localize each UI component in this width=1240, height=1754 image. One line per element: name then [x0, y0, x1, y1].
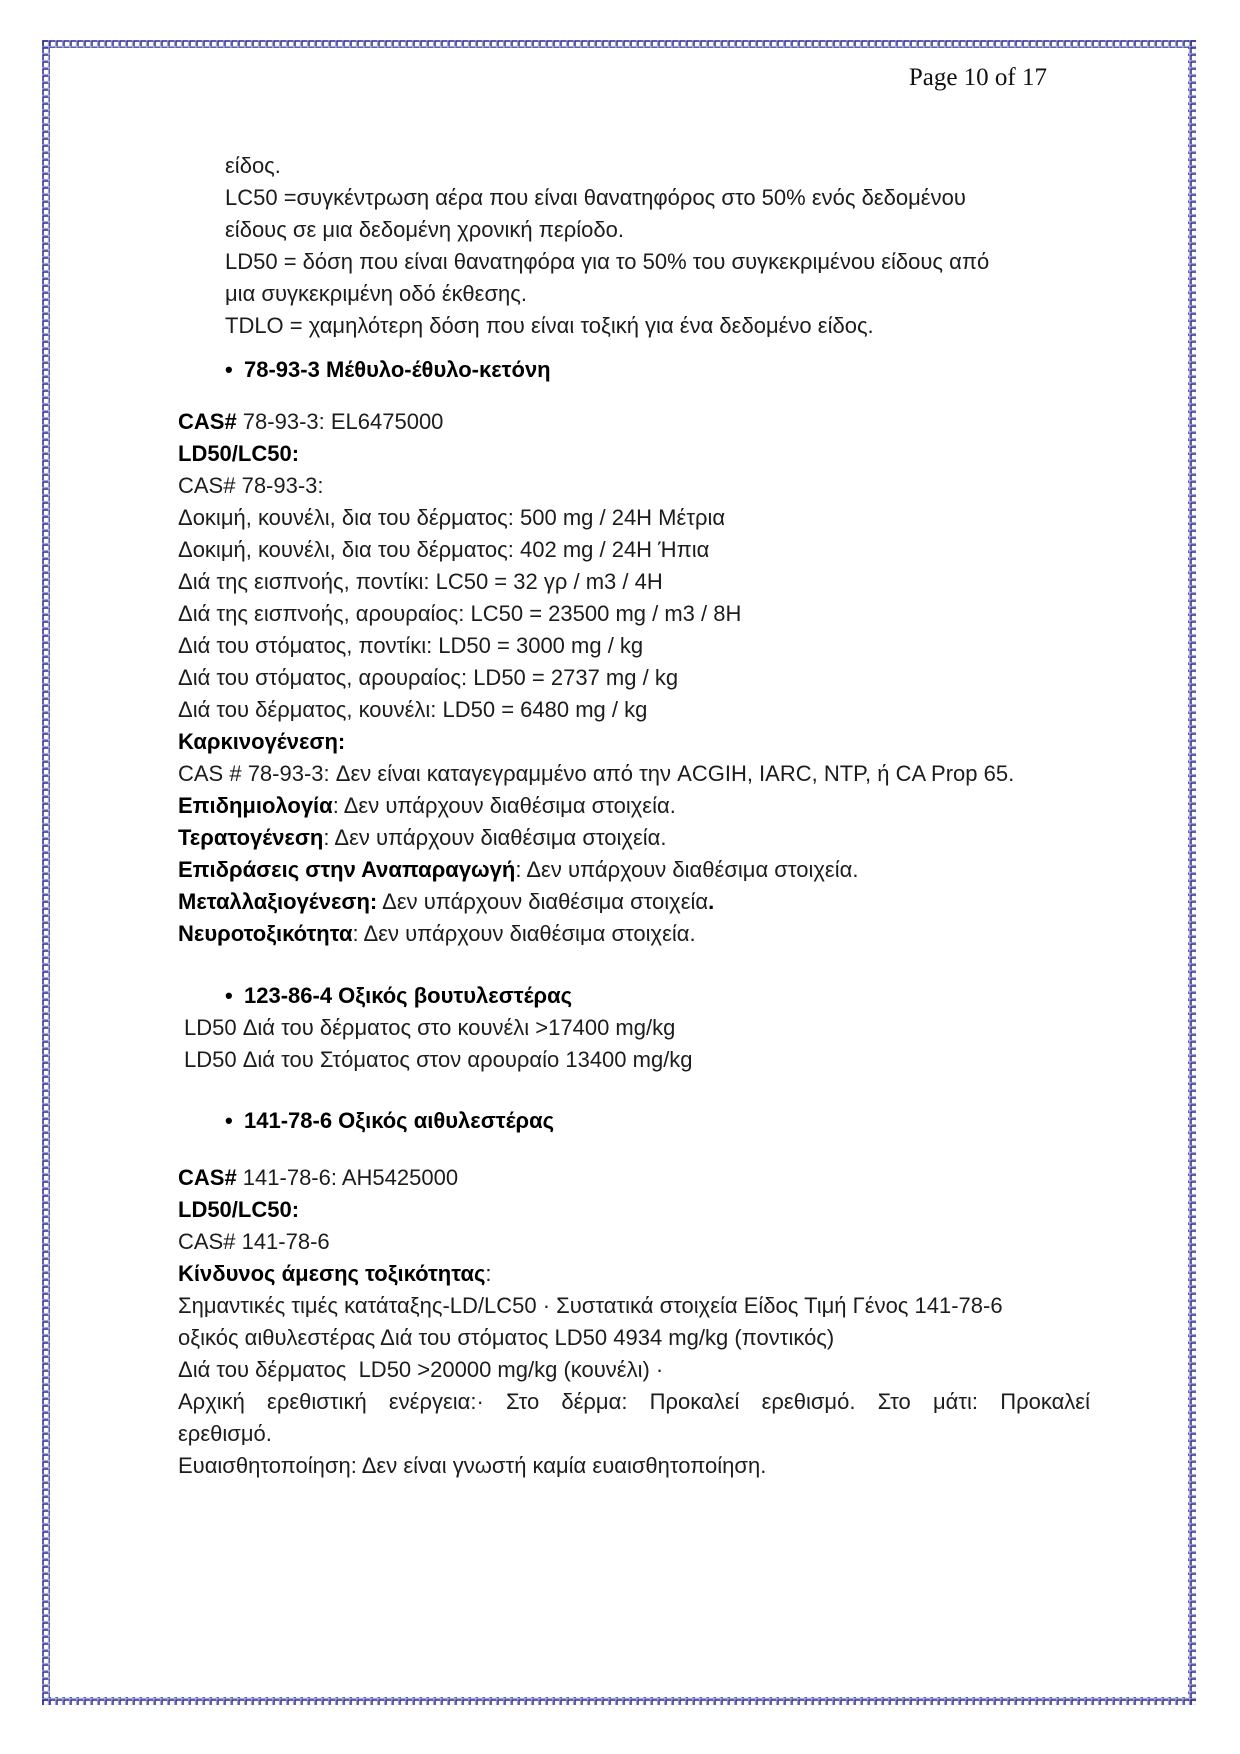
- section-heading-methyl-ethyl-ketone: [225, 354, 1090, 386]
- epidemiology-label: Επιδημιολογία: [178, 793, 333, 818]
- reproductive-effects-label: Επιδράσεις στην Αναπαραγωγή: [178, 857, 516, 882]
- mek-toxicity-details: [178, 406, 1090, 950]
- bullet-icon: •: [225, 1108, 233, 1133]
- tox-data-line: Διά του δέρματος, κουνέλι: LD50 = 6480 mg / kg: [178, 697, 648, 722]
- cas-number-line: [178, 406, 1090, 438]
- mutagenesis-line: [178, 886, 1090, 918]
- ld50-lc50-heading: LD50/LC50:: [178, 1197, 300, 1222]
- cas-label: CAS#: [178, 409, 237, 434]
- tox-data-line: Διά της εισπνοής, αρουραίος: LC50 = 23500 mg / m3 / 8H: [178, 601, 742, 626]
- teratogenesis-line: [178, 822, 1090, 854]
- text-line: TDLO = χαμηλότερη δόση που είναι τοξική για ένα δεδομένο είδος.: [225, 313, 874, 338]
- cas-ref-line: CAS# 78-93-3:: [178, 473, 324, 498]
- ld50-lc50-heading: LD50/LC50:: [178, 441, 300, 466]
- acute-toxicity-colon: :: [485, 1261, 492, 1286]
- ethyl-acetate-details: [178, 1162, 1090, 1482]
- cas-label: CAS#: [178, 1165, 237, 1190]
- text-line: μια συγκεκριμένη οδό έκθεσης.: [225, 281, 527, 306]
- definitions-paragraph: [225, 150, 1090, 342]
- tox-data-line: Διά της εισπνοής, ποντίκι: LC50 = 32 γρ / m3 / 4H: [178, 569, 663, 594]
- carcinogenesis-heading: Καρκινογένεση:: [178, 729, 346, 754]
- section-heading-label: 123-86-4 Οξικός βουτυλεστέρας: [244, 983, 573, 1008]
- tox-data-line: Δοκιμή, κουνέλι, δια του δέρματος: 500 mg / 24H Μέτρια: [178, 505, 726, 530]
- neurotoxicity-label: Νευροτοξικότητα: [178, 921, 353, 946]
- border-left-edge: [42, 40, 50, 1705]
- teratogenesis-value: : Δεν υπάρχουν διαθέσιμα στοιχεία.: [323, 825, 667, 850]
- acute-toxicity-label: Κίνδυνος άμεσης τοξικότητας: [178, 1261, 486, 1286]
- border-right-edge: [1188, 40, 1196, 1705]
- section-heading-label: 78-93-3 Μέθυλο-έθυλο-κετόνη: [244, 357, 551, 382]
- cas-value: 141-78-6: AH5425000: [236, 1165, 459, 1190]
- irritation-line: Αρχική ερεθιστική ενέργεια:· Στο δέρμα: Προκαλεί ερεθισμό. Στο μάτι: Προκαλεί: [178, 1389, 1090, 1414]
- teratogenesis-label: Τερατογένεση: [178, 825, 324, 850]
- mutagenesis-period: .: [708, 889, 715, 914]
- border-bottom-edge: [42, 1697, 1196, 1705]
- butyl-acetate-details: [184, 1012, 1090, 1076]
- tox-data-line: Διά του στόματος, ποντίκι: LD50 = 3000 mg / kg: [178, 633, 644, 658]
- page-number: Page 10 of 17: [908, 64, 1047, 91]
- text-line: LC50 =συγκέντρωση αέρα που είναι θανατηφόρος στο 50% ενός δεδομένου: [225, 185, 966, 210]
- epidemiology-line: [178, 790, 1090, 822]
- irritation-line-continued: ερεθισμό.: [178, 1421, 272, 1446]
- bullet-icon: •: [225, 357, 233, 382]
- reproductive-effects-line: [178, 854, 1090, 886]
- tox-data-line: Διά του στόματος, αρουραίος: LD50 = 2737 mg / kg: [178, 665, 679, 690]
- bullet-icon: •: [225, 983, 233, 1008]
- tox-data-line: LD50 Διά του Στόματος στον αρουραίο 13400 mg/kg: [184, 1047, 693, 1072]
- section-heading-ethyl-acetate: [225, 1105, 1090, 1137]
- section-heading-butyl-acetate: [225, 980, 1090, 1012]
- section-heading-label: 141-78-6 Οξικός αιθυλεστέρας: [244, 1108, 555, 1133]
- carcinogenesis-line: CAS # 78-93-3: Δεν είναι καταγεγραμμένο από την ACGIH, IARC, NTP, ή CA Prop 65.: [178, 761, 1015, 786]
- tox-data-line: Διά του δέρματος LD50 >20000 mg/kg (κουνέλι) ·: [178, 1357, 664, 1382]
- tox-data-line: Δοκιμή, κουνέλι, δια του δέρματος: 402 mg / 24H Ήπια: [178, 537, 710, 562]
- neurotoxicity-line: [178, 918, 1090, 950]
- tox-data-line: Σημαντικές τιμές κατάταξης-LD/LC50 · Συστατικά στοιχεία Είδος Τιμή Γένος 141-78-6: [178, 1293, 1003, 1318]
- document-content: [178, 150, 1090, 1482]
- tox-data-line: οξικός αιθυλεστέρας Διά του στόματος LD50 4934 mg/kg (ποντικός): [178, 1325, 835, 1350]
- neurotoxicity-value: : Δεν υπάρχουν διαθέσιμα στοιχεία.: [352, 921, 696, 946]
- tox-data-line: LD50 Διά του δέρματος στο κουνέλι >17400 mg/kg: [184, 1015, 676, 1040]
- cas-ref-line: CAS# 141-78-6: [178, 1229, 330, 1254]
- border-top-edge: [42, 40, 1196, 48]
- acute-toxicity-heading: [178, 1258, 1090, 1290]
- reproductive-effects-value: : Δεν υπάρχουν διαθέσιμα στοιχεία.: [515, 857, 859, 882]
- text-line: LD50 = δόση που είναι θανατηφόρα για το 50% του συγκεκριμένου είδους από: [225, 249, 990, 274]
- cas-number-line: [178, 1162, 1090, 1194]
- epidemiology-value: : Δεν υπάρχουν διαθέσιμα στοιχεία.: [332, 793, 676, 818]
- mutagenesis-label: Μεταλλαξιογένεση:: [178, 889, 378, 914]
- mutagenesis-value: Δεν υπάρχουν διαθέσιμα στοιχεία: [377, 889, 709, 914]
- cas-value: 78-93-3: EL6475000: [236, 409, 444, 434]
- sensitization-line: Ευαισθητοποίηση: Δεν είναι γνωστή καμία ευαισθητοποίηση.: [178, 1453, 767, 1478]
- text-line: είδους σε μια δεδομένη χρονική περίοδο.: [225, 217, 624, 242]
- text-line: είδος.: [225, 153, 281, 178]
